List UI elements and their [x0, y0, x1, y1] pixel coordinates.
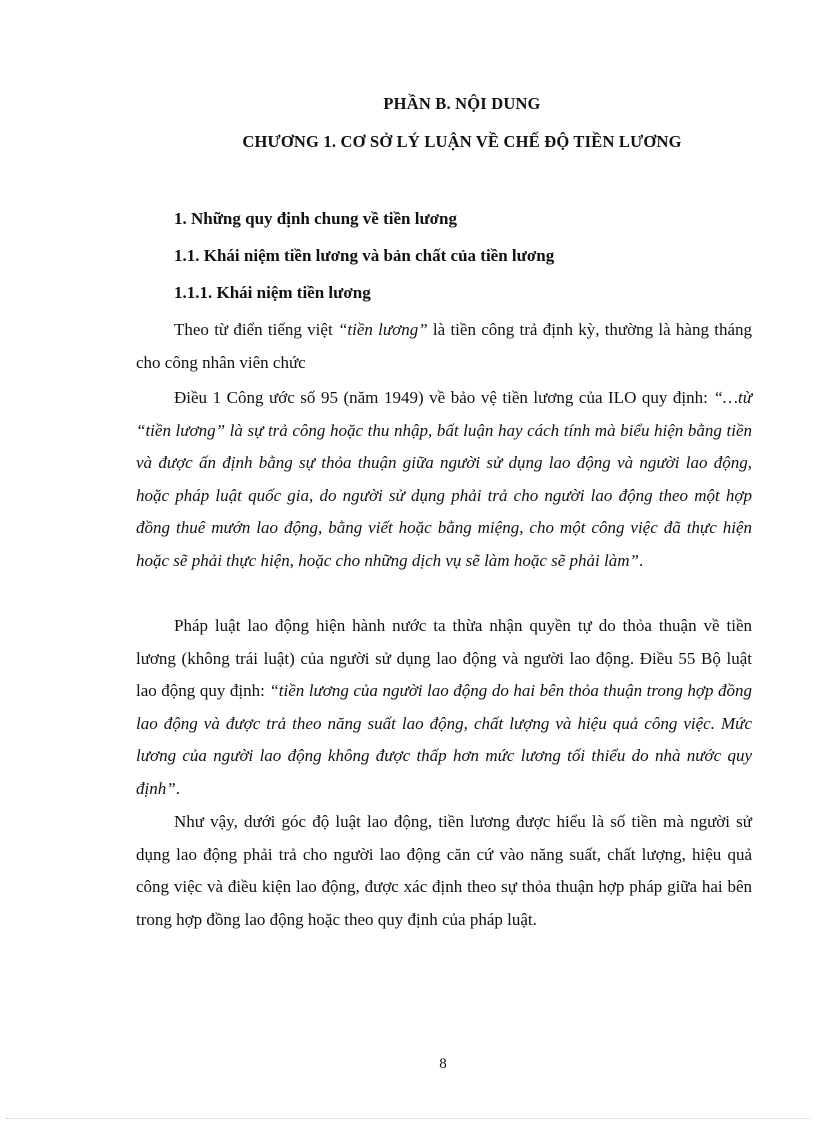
subsection-heading: 1.1. Khái niệm tiền lương và bản chất của tiền lương: [174, 246, 555, 265]
section-heading: 1. Những quy định chung về tiền lương: [174, 209, 458, 228]
paragraph-ilo-convention: [136, 382, 752, 577]
paragraph-text: Theo từ điển tiếng việt: [174, 320, 338, 339]
paragraph-labor-law: [136, 610, 752, 805]
paragraph-text: .: [638, 550, 644, 570]
paragraph-text: là tiền công trả định kỳ, thường là hàng tháng cho công nhân viên chức: [136, 320, 753, 372]
paragraph-text: Điều 1 Công ước số 95 (năm 1949) về bảo vệ tiền lương của ILO quy định:: [174, 388, 714, 407]
paragraph-definition-dictionary: [136, 314, 752, 379]
quoted-passage: “…từ “tiền lương” là sự trả công hoặc thu nhập, bất luận hay cách tính mà biểu hiện bằng tiền và được ấn định bằng sự thỏa thuận giữa người sử dụng lao động và người lao động, hoặc pháp luật quốc gia, do người sử dụng phải trả cho người lao động theo một hợp đồng thuê mướn lao động, bằng viết hoặc bằng miệng, cho một công việc đã thực hiện hoặc sẽ phải thực hiện, hoặc cho những dịch vụ sẽ làm hoặc sẽ phải làm”: [136, 388, 752, 570]
subsubsection-heading: 1.1.1. Khái niệm tiền lương: [174, 283, 371, 302]
chapter-title: CHƯƠNG 1. CƠ SỞ LÝ LUẬN VỀ CHẾ ĐỘ TIỀN LƯƠNG: [242, 132, 682, 151]
page-boundary-divider: [6, 1118, 810, 1119]
paragraph-conclusion: Như vậy, dưới góc độ luật lao động, tiền lương được hiểu là số tiền mà người sử dụng lao động phải trả cho người lao động căn cứ vào năng suất, chất lượng, hiệu quả công việc và điều kiện lao động, được xác định theo sự thỏa thuận hợp pháp giữa hai bên trong hợp đồng lao động hoặc theo quy định của pháp luật.: [136, 812, 752, 929]
quoted-passage: “tiền lương của người lao động do hai bên thỏa thuận trong hợp đồng lao động và được trả theo năng suất lao động, chất lượng và hiệu quả công việc. Mức lương của người lao động không được thấp hơn mức lương tối thiểu do nhà nước quy định”: [136, 681, 752, 798]
part-title: PHẦN B. NỘI DUNG: [383, 94, 541, 113]
paragraph-text: .: [175, 778, 180, 798]
quoted-term: “tiền lương”: [337, 320, 428, 339]
page-number: 8: [439, 1056, 447, 1072]
paragraph-text: Pháp luật lao động hiện hành nước ta thừa nhận quyền tự do thỏa thuận về tiền lương (không trái luật) của người sử dụng lao động và người lao động. Điều 55 Bộ luật lao động quy định:: [136, 616, 752, 700]
